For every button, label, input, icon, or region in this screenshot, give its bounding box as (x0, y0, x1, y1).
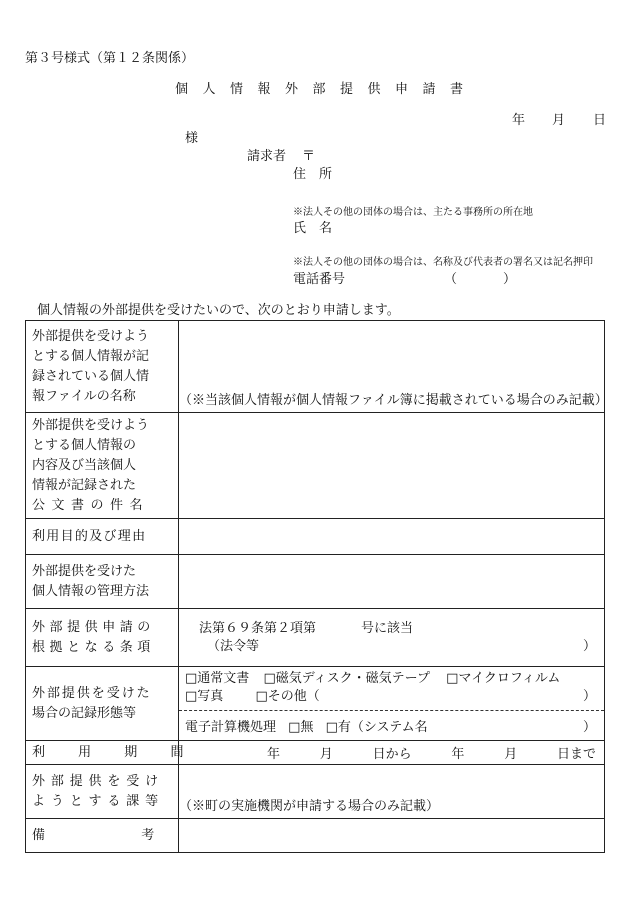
row-purpose (26, 519, 605, 555)
label-line: 内容及び当該個人 (32, 457, 137, 473)
date-month-label: 月 (552, 113, 566, 128)
label-remarks (26, 819, 251, 853)
label-line: とする個人情報の (32, 437, 137, 453)
row-record-format (26, 667, 605, 741)
form-number: 第３号様式（第１２条関係） (25, 51, 195, 66)
field-period[interactable] (179, 741, 605, 765)
law-suffix: 号に該当 (361, 620, 414, 636)
label-management (26, 555, 179, 609)
label-line: 公文書の件名 (32, 497, 150, 513)
label-line: 利用目的及び理由 (32, 528, 147, 544)
label-line: 報ファイルの名称 (32, 388, 136, 404)
period-year2: 年 (451, 747, 465, 762)
label-line: 外部提供申請の (32, 619, 155, 635)
period-month2: 月 (504, 747, 518, 762)
application-table (25, 320, 608, 853)
page-title: 個人情報外部提供申請書 (175, 82, 478, 97)
field-legal-basis[interactable] (179, 609, 605, 667)
law-clause-line (199, 620, 596, 638)
format-options (179, 668, 604, 711)
checkbox-yes-system[interactable]: □有（システム名 (325, 720, 428, 735)
date-year-label: 年 (512, 113, 526, 128)
phone-paren-open: （ (444, 272, 458, 287)
row-department (26, 765, 605, 819)
date-day-label: 日 (593, 113, 607, 128)
label-line: 備考 (32, 827, 251, 843)
label-period-text: 利用期間 (32, 744, 217, 760)
checkbox-normal-document[interactable]: □通常文書 (185, 671, 250, 686)
period-line (267, 743, 596, 762)
field-management[interactable] (179, 555, 605, 609)
period-year: 年 (267, 747, 281, 762)
field-record-format (179, 667, 605, 741)
address-note: ※法人その他の団体の場合は、主たる事務所の所在地 (293, 207, 533, 218)
checkbox-magnetic-disk-tape[interactable]: □磁気ディスク・磁気テープ (263, 671, 431, 686)
label-line: とする個人情報が記 (32, 348, 150, 364)
label-file-name (26, 321, 179, 413)
label-line: 情報が記録された (32, 477, 137, 493)
label-line: 場合の記録形態等 (32, 705, 137, 721)
field-department[interactable] (179, 765, 605, 819)
label-department (26, 765, 179, 819)
phone-label: 電話番号 (293, 272, 346, 287)
requester-label: 請求者 (247, 149, 287, 164)
address-label: 住 所 (293, 167, 333, 182)
regulation-text: （法令等 (207, 638, 260, 654)
row-legal-basis (26, 609, 605, 667)
checkbox-microfilm[interactable]: □マイクロフィルム (446, 671, 561, 686)
regulation-close-paren: ） (582, 638, 596, 654)
checkbox-none[interactable]: □無 (288, 720, 314, 735)
label-legal-basis (26, 609, 179, 667)
checkbox-photo[interactable]: □写真 (185, 689, 224, 704)
row-remarks (26, 819, 605, 853)
addressee-suffix: 様 (185, 131, 199, 146)
label-line: ようとする課等 (32, 793, 164, 809)
intro-text: 個人情報の外部提供を受けたいので、次のとおり申請します。 (37, 303, 400, 318)
other-close-paren: ） (582, 689, 596, 704)
row-content (26, 413, 605, 519)
field-remarks[interactable] (179, 819, 605, 853)
format-options-row1 (185, 670, 596, 688)
label-period (26, 741, 217, 765)
label-line: 根拠となる条項 (32, 639, 155, 655)
name-label: 氏 名 (293, 221, 333, 236)
field-content[interactable] (179, 413, 605, 519)
field-purpose[interactable] (179, 519, 605, 555)
file-name-note: （※当該個人情報が個人情報ファイル簿に掲載されている場合のみ記載） (179, 393, 608, 408)
label-record-format (26, 667, 179, 741)
name-note: ※法人その他の団体の場合は、名称及び代表者の署名又は記名押印 (293, 257, 593, 268)
label-line (32, 743, 217, 763)
regulation-line (199, 638, 596, 656)
row-file-name (26, 321, 605, 413)
phone-paren-close: ） (503, 272, 517, 287)
period-from: 日から (372, 747, 412, 762)
period-until: 日まで (556, 747, 596, 762)
period-month: 月 (319, 747, 333, 762)
row-management (26, 555, 605, 609)
row-period (26, 741, 605, 765)
system-close-paren: ） (582, 720, 596, 735)
label-line: 個人情報の管理方法 (32, 583, 150, 599)
checkbox-other[interactable]: □その他（ (255, 689, 320, 704)
label-purpose (26, 519, 179, 555)
computer-processing-label: 電子計算機処理 (185, 720, 277, 735)
label-line: 外部提供を受けた (32, 563, 137, 579)
label-line: 外部提供を受け (32, 773, 164, 789)
label-line: 外部提供を受けよう (32, 328, 150, 344)
label-line: 録されている個人情 (32, 368, 150, 384)
law-text: 法第６９条第２項第 (199, 620, 317, 636)
label-content (26, 413, 179, 519)
format-options-row2 (185, 688, 596, 706)
postal-mark: 〒 (302, 149, 316, 164)
field-file-name[interactable] (179, 321, 608, 413)
label-line: 外部提供を受けよう (32, 417, 150, 433)
department-note: （※町の実施機関が申請する場合のみ記載） (179, 799, 440, 814)
computer-processing-line (179, 711, 604, 739)
label-line: 外部提供を受けた (32, 685, 152, 701)
